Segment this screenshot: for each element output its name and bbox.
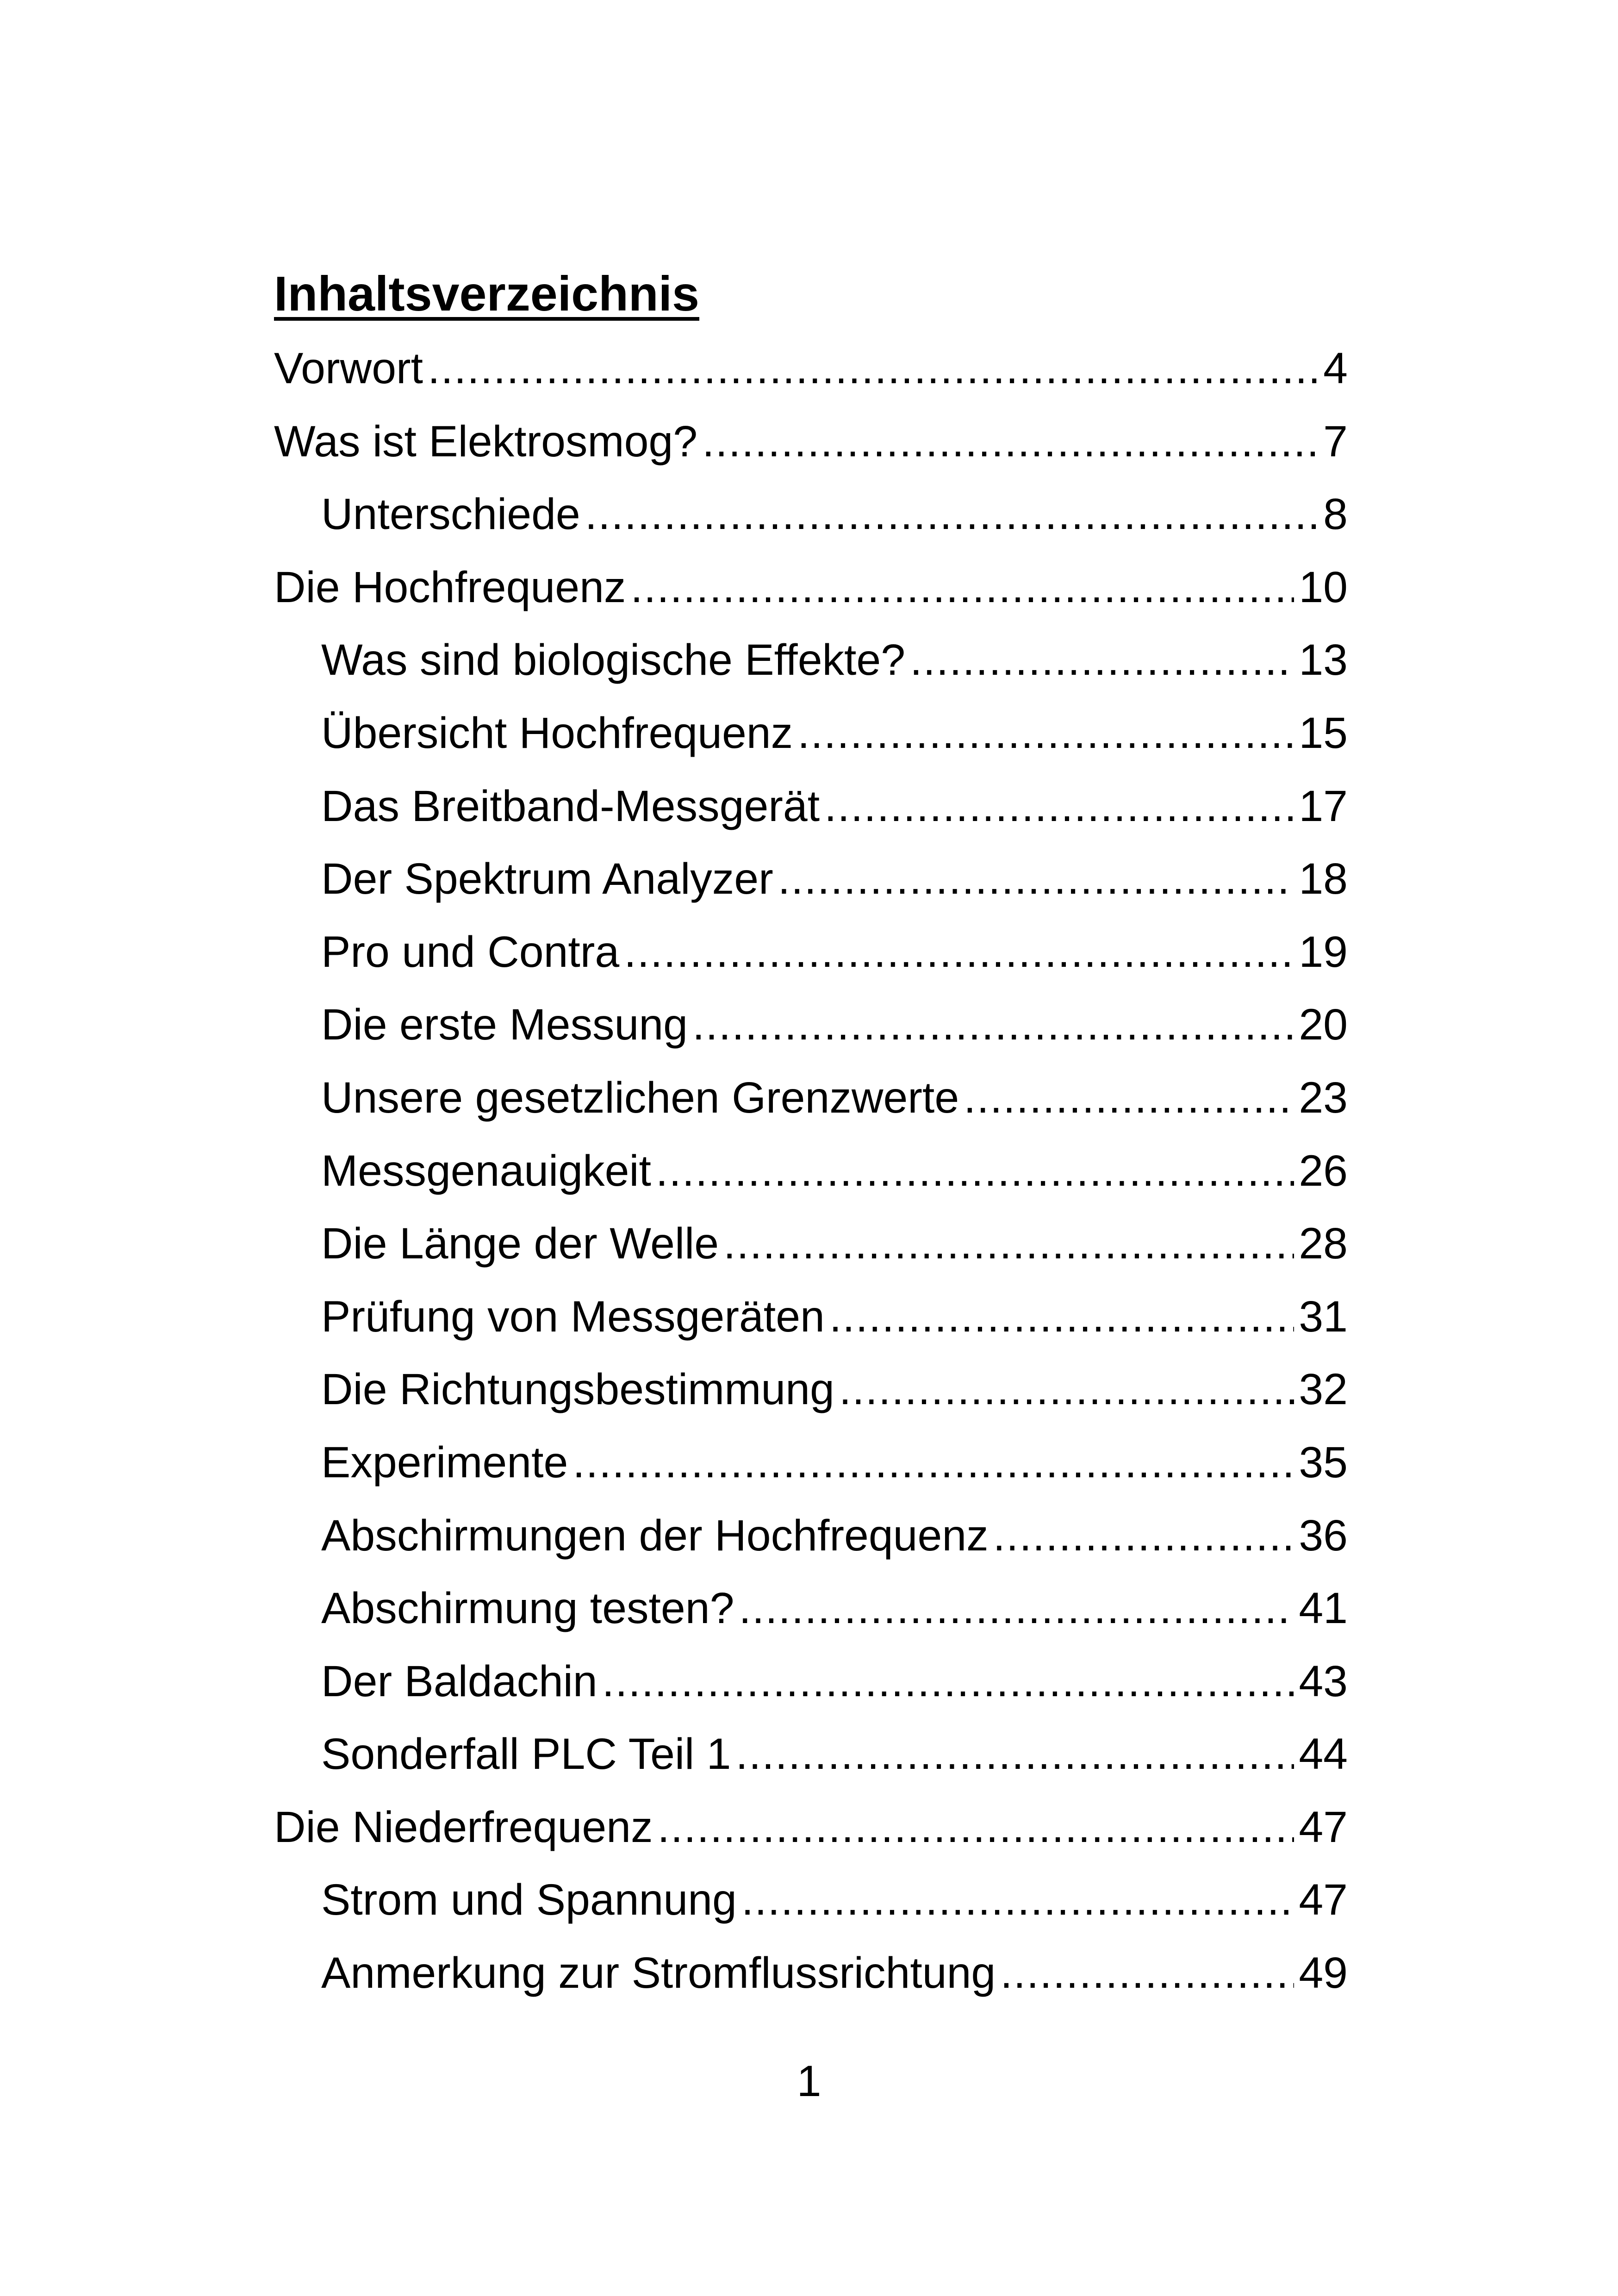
toc-entry [274, 1426, 1348, 1500]
toc-dot-leader [829, 1281, 1294, 1354]
toc-entry [274, 551, 1348, 624]
toc-entry-title: Die Hochfrequenz [274, 562, 626, 612]
toc-entry-title: Abschirmungen der Hochfrequenz [321, 1511, 989, 1560]
toc-entry-page-number: 26 [1299, 1146, 1348, 1195]
toc-entry-page-number: 47 [1299, 1802, 1348, 1852]
toc-entry [274, 1572, 1348, 1645]
toc-entry-page-number: 19 [1299, 927, 1348, 977]
toc-entry-title: Das Breitband-Messgerät [321, 781, 820, 831]
toc-entry-title: Vorwort [274, 344, 423, 393]
toc-entry-page-number: 15 [1299, 708, 1348, 758]
toc-dot-leader [602, 1645, 1294, 1718]
toc-entry [274, 697, 1348, 770]
toc-entry-page-number: 43 [1299, 1656, 1348, 1706]
toc-dot-leader [630, 551, 1294, 624]
toc-entry-page-number: 31 [1299, 1292, 1348, 1341]
toc-dot-leader [993, 1500, 1294, 1573]
toc-dot-leader [624, 916, 1294, 989]
toc-dot-leader [839, 1353, 1294, 1426]
toc-entry [274, 770, 1348, 843]
page-number: 1 [797, 2057, 821, 2106]
toc-entry-title: Experimente [321, 1437, 568, 1487]
toc-entry [274, 843, 1348, 916]
toc-entry [274, 1937, 1348, 2010]
toc-entry-page-number: 44 [1299, 1730, 1348, 1779]
toc-entry [274, 1062, 1348, 1135]
toc-entry [274, 405, 1348, 479]
toc-entry-title: Anmerkung zur Stromflussrichtung [321, 1948, 996, 1998]
toc-dot-leader [741, 1864, 1294, 1937]
toc-list [274, 332, 1348, 2010]
toc-entry [274, 332, 1348, 405]
toc-dot-leader [656, 1135, 1294, 1208]
toc-dot-leader [428, 332, 1319, 405]
toc-entry-title: Der Baldachin [321, 1656, 597, 1706]
toc-entry-page-number: 18 [1299, 854, 1348, 904]
toc-dot-leader [778, 843, 1294, 916]
toc-entry-title: Die Länge der Welle [321, 1219, 719, 1269]
toc-entry-title: Unterschiede [321, 490, 580, 539]
toc-entry-title: Die erste Messung [321, 1000, 688, 1050]
toc-entry-title: Übersicht Hochfrequenz [321, 708, 793, 758]
toc-entry [274, 478, 1348, 551]
toc-entry [274, 1353, 1348, 1426]
toc-dot-leader [739, 1572, 1294, 1645]
toc-entry [274, 989, 1348, 1062]
toc-entry-title: Was sind biologische Effekte? [321, 635, 906, 685]
toc-entry-title: Prüfung von Messgeräten [321, 1292, 825, 1341]
toc-entry-title: Sonderfall PLC Teil 1 [321, 1730, 731, 1779]
toc-dot-leader [797, 697, 1294, 770]
toc-entry [274, 624, 1348, 697]
toc-entry-page-number: 8 [1323, 490, 1348, 539]
toc-entry-page-number: 4 [1323, 344, 1348, 393]
toc-dot-leader [824, 770, 1294, 843]
toc-dot-leader [658, 1791, 1294, 1864]
toc-dot-leader [585, 478, 1319, 551]
toc-entry [274, 1645, 1348, 1718]
toc-entry [274, 1135, 1348, 1208]
toc-entry-page-number: 36 [1299, 1511, 1348, 1560]
toc-entry-title: Der Spektrum Analyzer [321, 854, 773, 904]
toc-entry [274, 1718, 1348, 1791]
toc-entry-page-number: 41 [1299, 1584, 1348, 1633]
toc-entry [274, 1281, 1348, 1354]
toc-dot-leader [964, 1062, 1294, 1135]
toc-entry-title: Abschirmung testen? [321, 1584, 734, 1633]
toc-entry [274, 1207, 1348, 1281]
toc-entry-page-number: 10 [1299, 562, 1348, 612]
toc-entry-page-number: 35 [1299, 1437, 1348, 1487]
toc-entry-title: Messgenauigkeit [321, 1146, 651, 1195]
toc-dot-leader [910, 624, 1294, 697]
toc-entry-title: Was ist Elektrosmog? [274, 417, 698, 466]
toc-dot-leader [1000, 1937, 1294, 2010]
toc-entry [274, 1791, 1348, 1864]
toc-heading: Inhaltsverzeichnis [274, 267, 700, 321]
toc-entry-page-number: 49 [1299, 1948, 1348, 1998]
toc-entry-page-number: 47 [1299, 1875, 1348, 1925]
toc-entry-title: Pro und Contra [321, 927, 620, 977]
toc-entry [274, 1500, 1348, 1573]
toc-entry-page-number: 28 [1299, 1219, 1348, 1269]
toc-dot-leader [573, 1426, 1294, 1500]
toc-entry [274, 916, 1348, 989]
toc-dot-leader [702, 405, 1319, 479]
toc-entry-page-number: 7 [1323, 417, 1348, 466]
toc-entry-title: Strom und Spannung [321, 1875, 737, 1925]
toc-entry-page-number: 20 [1299, 1000, 1348, 1050]
toc-entry-page-number: 32 [1299, 1365, 1348, 1414]
toc-entry-title: Unsere gesetzlichen Grenzwerte [321, 1073, 959, 1122]
toc-entry-page-number: 17 [1299, 781, 1348, 831]
toc-dot-leader [723, 1207, 1294, 1281]
toc-entry-title: Die Richtungsbestimmung [321, 1365, 834, 1414]
toc-entry [274, 1864, 1348, 1937]
toc-dot-leader [692, 989, 1294, 1062]
toc-entry-page-number: 13 [1299, 635, 1348, 685]
toc-entry-title: Die Niederfrequenz [274, 1802, 653, 1852]
toc-entry-page-number: 23 [1299, 1073, 1348, 1122]
toc-dot-leader [735, 1718, 1294, 1791]
